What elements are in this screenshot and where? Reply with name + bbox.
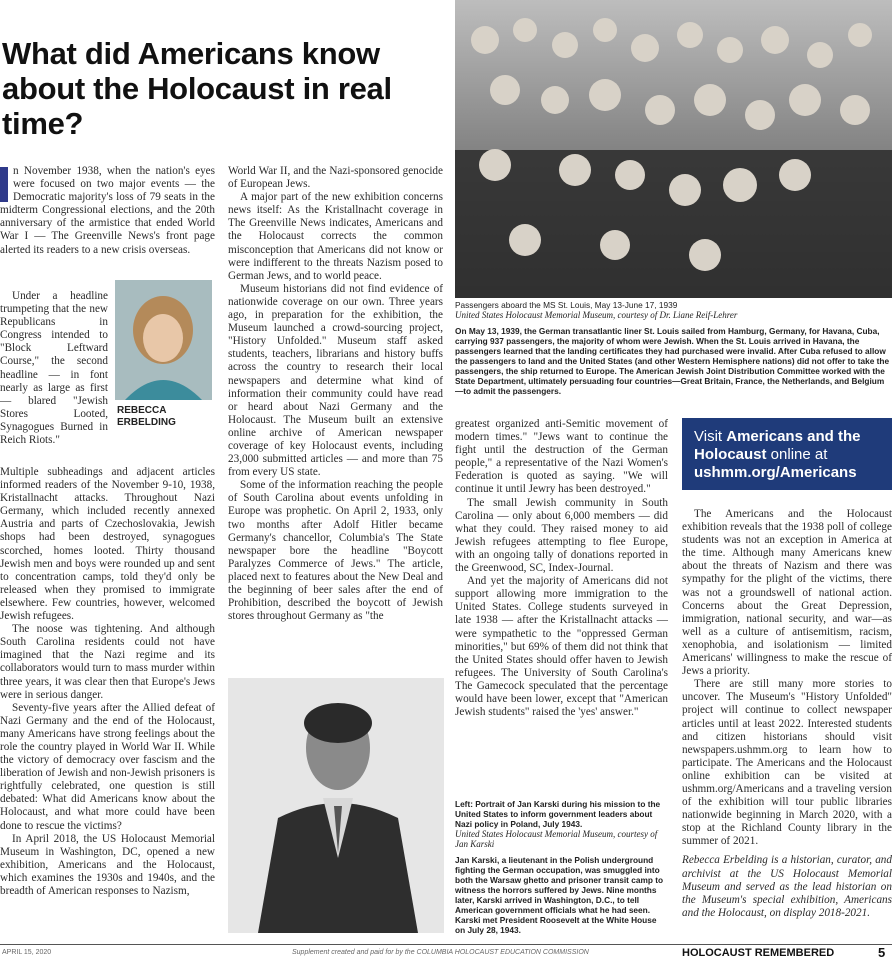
drop-cap [0, 167, 8, 202]
page-footer [0, 944, 892, 960]
article-col1-p4: The noose was tightening. And although South Carolina residents could not have imagined that the Nazi regime and its collaborators would turn to mass murder within three years, it was clear then that Europe's Jews were in serious danger. [0, 623, 215, 701]
article-column-4 [682, 508, 892, 920]
karski-caption-credit: United States Holocaust Memorial Museum, courtesy of Jan Karski [455, 829, 658, 849]
footer-supplement: Supplement created and paid for by the COLUMBIA HOLOCAUST EDUCATION COMMISSION [292, 949, 589, 956]
karski-caption-title: Left: Portrait of Jan Karski during his mission to the United States to inform government leaders about Nazi policy in Poland, July 1943. [455, 799, 661, 829]
ship-caption-body: On May 13, 1939, the German transatlantic liner St. Louis sailed from Hamburg, Germany, for Havana, Cuba, carrying 937 passengers, the majority of whom were Jewish. When the St. Louis arrived in Havana, the passengers learned that the landing certificates they had purchased were invalid. After Cuba refused to allow the passengers to land and the United States (and other Western Hemisphere nations) did not offer to take the passengers, the ship returned to Europe. The American Jewish Joint Distribution Committee worked with the State Department, ultimately persuading four countries—Great Britain, France, the Netherlands, and Belgium—to admit the passengers. [455, 326, 890, 396]
article-col1-p5: Seventy-five years after the Allied defeat of Nazi Germany and the end of the Holocaust, many Americans have strong feelings about the role the country played in World War II. While the victory of democracy over fascism and the liberation of Jewish and non-Jewish prisoners is rightfully celebrated, one question is still debated: What did Americans know about the Holocaust, and what more could have been done to rescue the victims? [0, 701, 216, 832]
karski-caption [455, 799, 668, 935]
crowd-photo-graphic [455, 0, 892, 298]
article-col4-p1: The Americans and the Holocaust exhibition reveals that the 1938 poll of college students was not an exception in America at the time. Although many Americans knew about the threats of Nazism and there was sympathy for the plight of the victims, there was not a groundswell of national action. Concerns about the Great Depression, immigration, national security, and war—as well as a culture of antisemitism, racism, xenophobia, and isolationism — limited Americans' willingness to make the rescue of Jews a priority. [682, 508, 892, 678]
ship-caption-title: Passengers aboard the MS St. Louis, May 13-June 17, 1939 [455, 300, 678, 310]
author-bio: Rebecca Erbelding is a historian, curator, and archivist at the US Holocaust Memorial Museum and served as the lead historian on the Museum's special exhibition, Americans and the Holocaust, on display 2018-2021. [682, 854, 892, 919]
promo-title-2: Holocaust [694, 446, 767, 463]
promo-online: online at [766, 446, 828, 463]
article-col2-p1: World War II, and the Nazi-sponsored genocide of European Jews. [228, 165, 443, 191]
promo-visit: Visit [694, 428, 727, 445]
promo-url[interactable]: ushmm.org/Americans [694, 464, 857, 481]
article-col1-p2: Under a headline trumpeting that the new Republicans in Congress intended to "Block Leftward Course," the second headline — in font nearly as large as first — blared "Jewish Stores Looted, Synagogues Burned in Reich Riots." [0, 290, 108, 447]
st-louis-passengers-photo [455, 0, 892, 298]
author-portrait-graphic [115, 280, 212, 400]
page-number: 5 [878, 945, 886, 960]
article-col1-p3: Multiple subheadings and adjacent articles informed readers of the November 9-10, 1938, Kristallnacht attacks. Throughout Nazi Germany, which included recently annexed Austria and parts of Czechoslovakia, Jewish shops had been destroyed, synagogues scorched, homes looted. Thirty thousand Jewish men and boys were rounded up and sent to concentration camps, told they'd only be released when they promised to immigrate elsewhere. Few countries, however, welcomed Jewish refugees. [0, 466, 215, 623]
article-col3-p2: The small Jewish community in South Carolina — only about 6,000 members — did what they could. They raised money to aid Jewish refugees attempting to flee Europe, with an ongoing tally of donations reported in the Greenwood, SC, Index-Journal. [455, 496, 668, 575]
article-col3-p1: greatest organized anti-Semitic movement of modern times." "Jews want to continue the fight until the destruction of the German people," a representative of the Nazi Women's Federation is quoted as saying. "We will continue it until Jewry has been destroyed." [455, 418, 668, 496]
article-col2-p2: A major part of the new exhibition concerns news itself: As the Kristallnacht coverage in The Greenville News indicates, Americans and the Holocaust corrects the common misconception that Americans did not know or were indifferent to the threats Nazism posed to German Jews, and to world peace. [228, 191, 443, 282]
article-col2-p4: Some of the information reaching the people of South Carolina about events unfolding in Europe was prophetic. On April 2, 1933, only two months after Adolf Hitler became Germany's chancellor, Columbia's The State newspaper bore the headline "Boycott Paralyzes Commerce of Jews." The article, placed next to features about the New Deal and the beginning of beer sales after the end of Prohibition, described the boycott of Jewish stores throughout Germany as "the [228, 479, 443, 623]
exhibition-promo-box [682, 418, 892, 490]
article-column-1-lower [0, 466, 215, 898]
karski-photo [228, 678, 444, 933]
article-column-3 [455, 418, 668, 719]
article-column-1 [0, 165, 215, 257]
footer-section: HOLOCAUST REMEMBERED [682, 947, 835, 959]
karski-portrait-graphic [228, 678, 444, 933]
footer-date: APRIL 15, 2020 [2, 949, 52, 956]
article-column-1-wrap [0, 290, 108, 447]
article-column-2 [228, 165, 443, 623]
karski-caption-body: Jan Karski, a lieutenant in the Polish underground fighting the German occupation, was smuggled into both the Warsaw ghetto and prisoner transit camp to witness the horrors suffered by Jews. Nine months later, Karski arrived in Washington, D.C., to tell American government officials what he had seen. Karski met President Roosevelt at the White House on July 28, 1943. [455, 855, 664, 935]
page-title: What did Americans know about the Holocaust in real time? [2, 36, 392, 141]
ship-photo-caption [455, 300, 892, 396]
article-col1-p1: n November 1938, when the nation's eyes were focused on two major events — the Democratic majority's loss of 79 seats in the midterm Congressional elections, and the 20th anniversary of the armistice that ended World War I — The Greenville News's front page alerted its readers to a new crisis overseas. [0, 165, 215, 256]
article-col1-p6: In April 2018, the US Holocaust Memorial Museum in Washington, DC, opened a new exhibition, Americans and the Holocaust, which examines the 1930s and 1940s, and the breadth of American responses to Nazism, [0, 832, 215, 897]
article-col2-p3: Museum historians did not find evidence of nationwide coverage on our own. Three years ago, in preparation for the exhibition, the Museum launched a crowd-sourcing project, "History Unfolded." Museum staff asked students, teachers, librarians and history buffs across the country to research their local newspapers and determine what kind of information their community could have read or heard about Nazi Germany and the Holocaust. The Museum built an extensive online archive of American newspaper coverage of key Holocaust events, including 23,000 submitted articles — and more than 75 from every US state. [228, 282, 443, 479]
author-caption: REBECCA ERBELDING [117, 405, 176, 428]
article-col3-p3: And yet the majority of Americans did not support allowing more immigration to the United States. College students surveyed in late 1938 — after the Kristallnacht attacks — were sympathetic to the "oppressed German minorities," but 69% of them did not think that the United States should offer haven to Jewish refugees. The University of South Carolina's The Gamecock speculated that the percentage would have been lower, except that "American Jewish students" raised the 'yes' answer." [455, 575, 668, 719]
author-photo [115, 280, 212, 400]
article-col4-p2: There are still many more stories to uncover. The Museum's "History Unfolded" project will continue to collect newspaper articles until at least 2022. Interested students and citizen historians should visit newspapers.ushmm.org to learn how to participate. The Americans and the Holocaust online exhibition can be visited at ushmm.org/Americans and a traveling version of the exhibition will tour public libraries nationwide beginning in March 2020, with a stop at the Richland County library in the summer of 2021. [682, 678, 892, 848]
promo-title: Americans and the [726, 428, 861, 445]
ship-caption-credit: United States Holocaust Memorial Museum, courtesy of Dr. Liane Reif-Lehrer [455, 310, 738, 320]
